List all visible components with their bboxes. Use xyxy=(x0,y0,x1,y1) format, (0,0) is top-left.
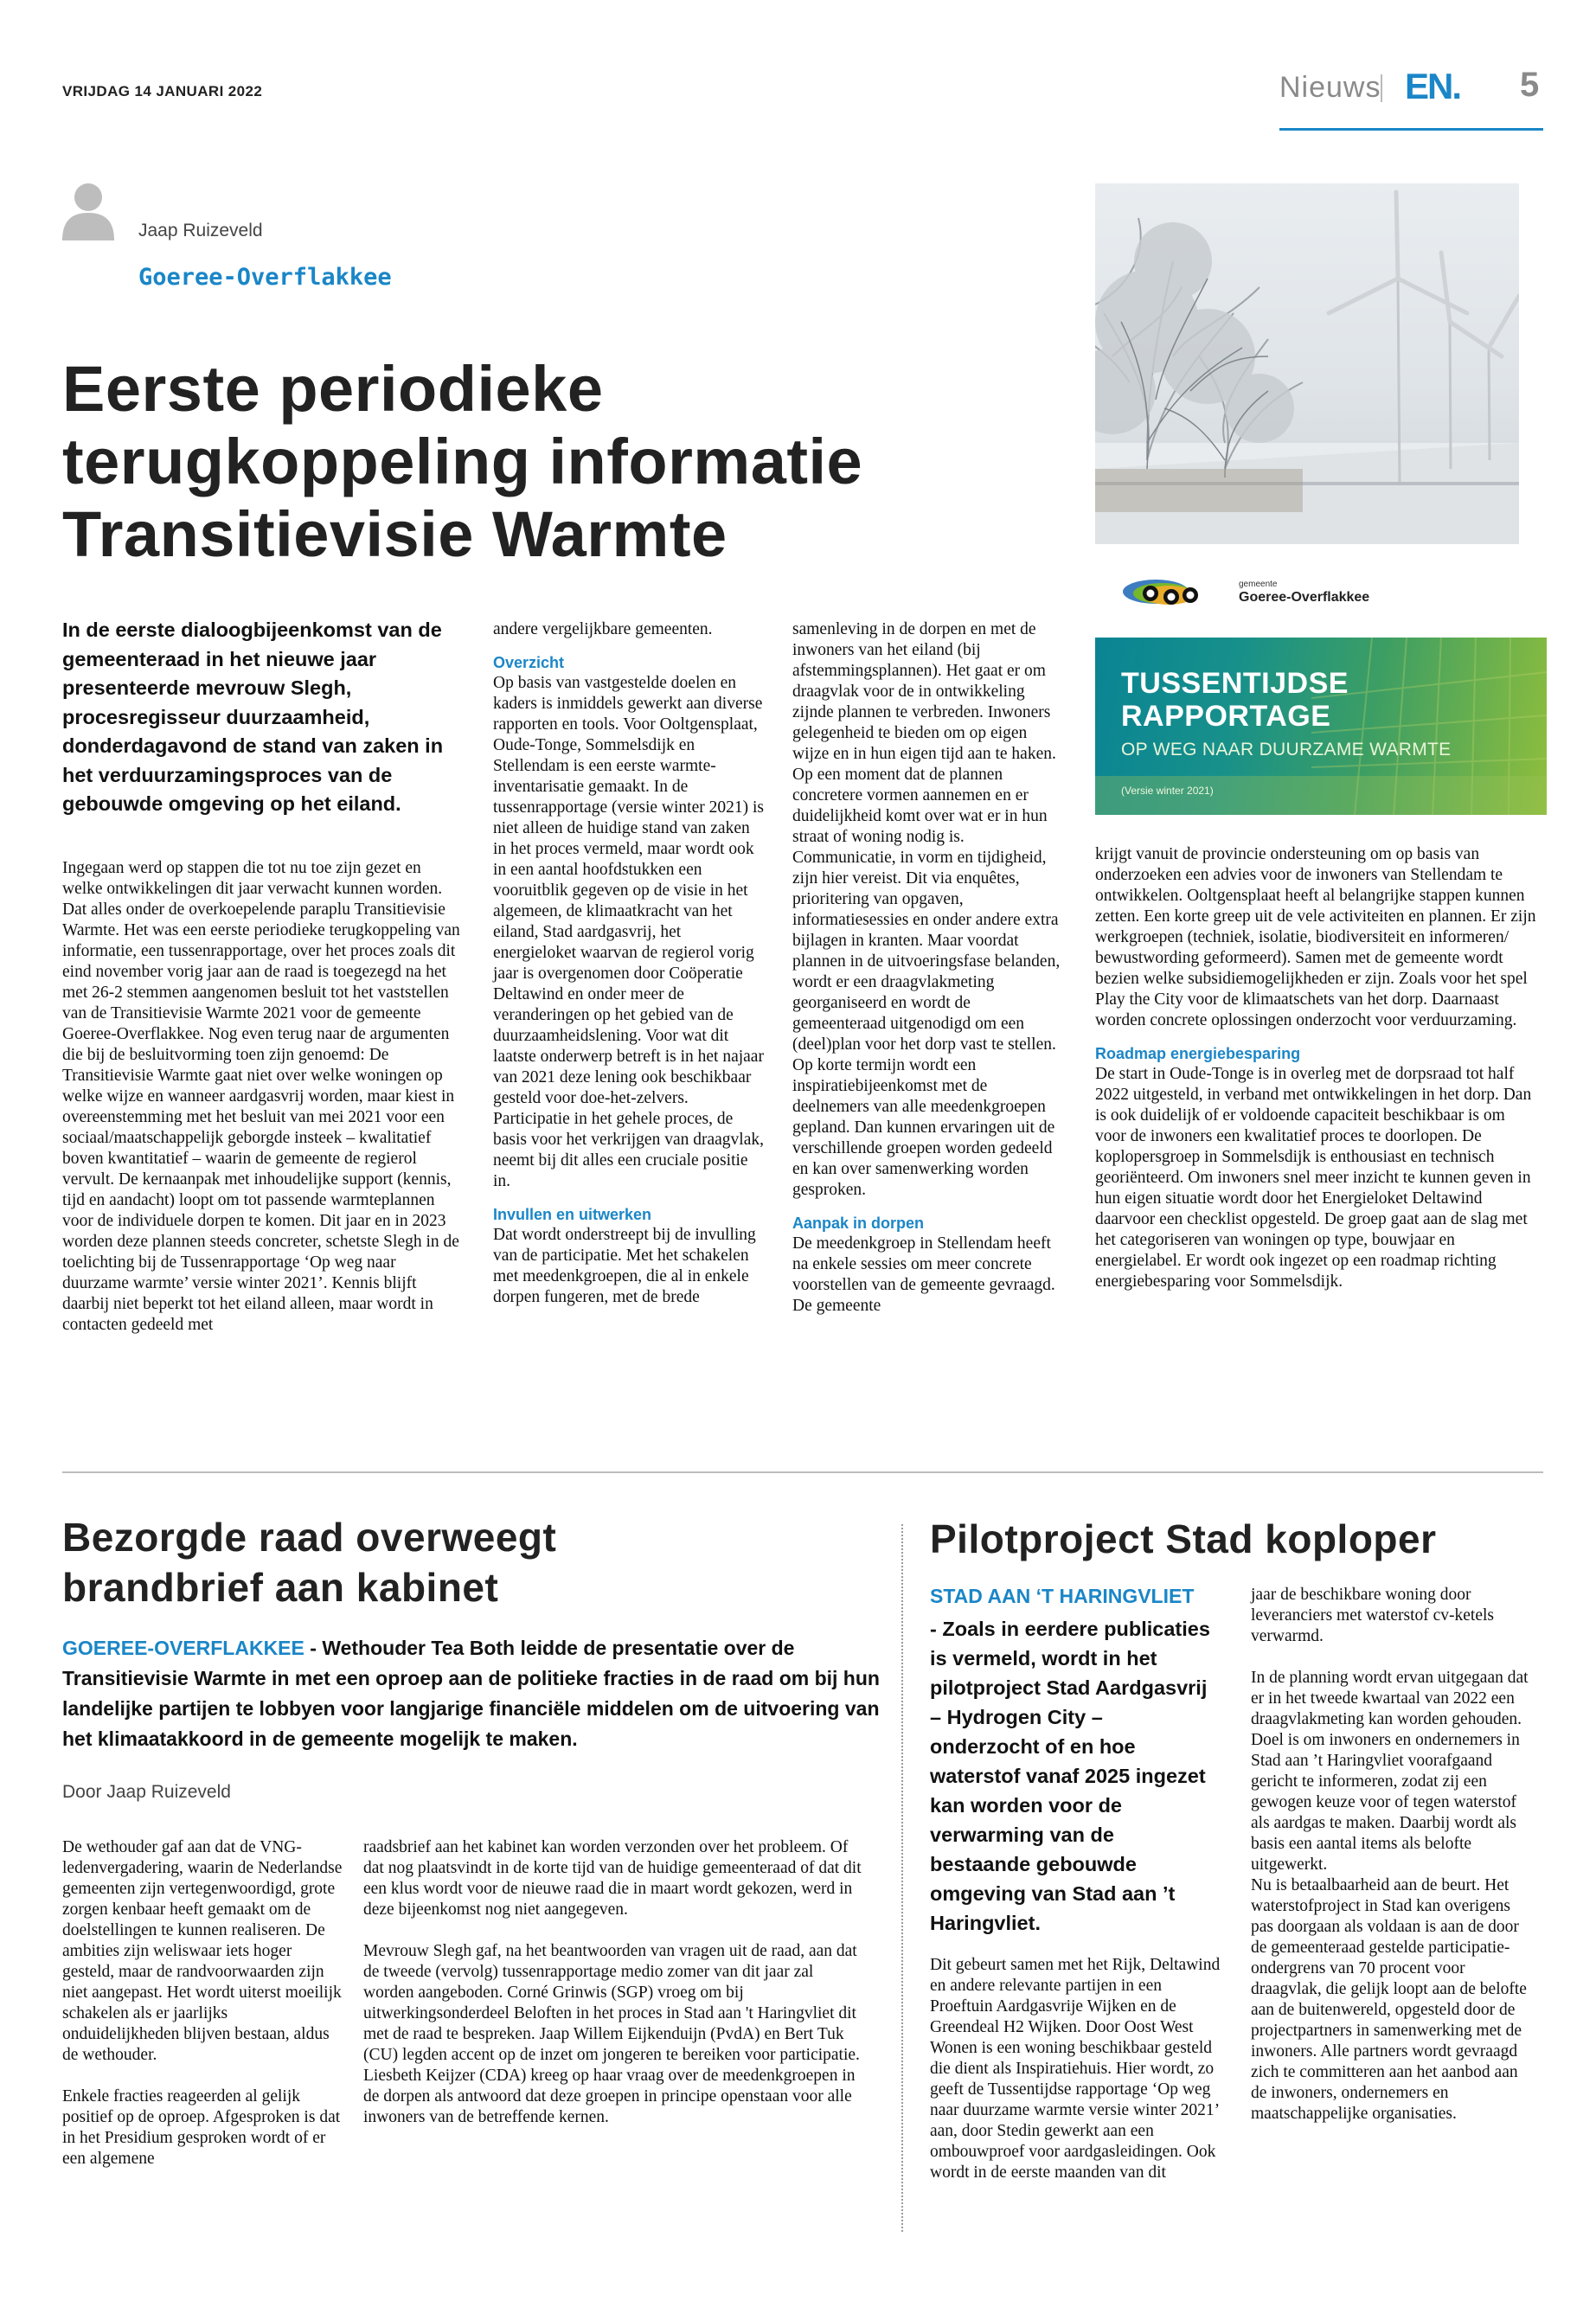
article-region: Goeree-Overflakkee xyxy=(138,264,392,291)
article-column-1 xyxy=(62,858,465,1336)
body-paragraph: jaar de beschikbare woning door leveranciers met waterstof cv-ketels verwarmd. xyxy=(1251,1586,1494,1645)
article-column-4 xyxy=(1095,844,1536,1292)
subheading-overzicht: Overzicht xyxy=(493,654,565,671)
newspaper-logo[interactable]: EN. xyxy=(1405,66,1461,106)
article2-lead-text: - Wethouder Tea Both leidde de presentatie over de Transitievisie Warmte in met een oproep aan de politieke fracties in de raad om bij hun landelijke partijen te lobbyen voor langjarige financiële middelen om de uitvoering van het klimaatakkoord in de gemeente mogelijk te maken. xyxy=(62,1637,880,1750)
article2-dateline: GOEREE-OVERFLAKKEE xyxy=(62,1637,304,1659)
header-rule xyxy=(1279,128,1543,131)
body-paragraph: De start in Oude-Tonge is in overleg met de dorpsraad tot half 2022 uitgesteld, in verband met ontwikkelingen in het dorp. Dan is ook duidelijk of er voldoende capaciteit beschikbaar is om voor de inwoners een kwalitatief proces te doorlopen. De koplopersgroep in Sommelsdijk is enthousiast en technisch georiënteerd. Om inwoners snel meer inzicht te kunnen geven in hun eigen situatie wordt door het Energieloket Deltawind daarvoor een checklist opgesteld. De groep gaat aan de slag met het categoriseren van woningen op type, bouwjaar en energielabel. Er wordt ook ingezet op een roadmap richting energiebesparing voor Sommelsdijk. xyxy=(1095,1065,1532,1291)
article2-column-1 xyxy=(62,1837,348,2170)
column-divider-dotted xyxy=(901,1524,903,2232)
section-label[interactable]: Nieuws xyxy=(1279,71,1381,104)
article2-byline: Door Jaap Ruizeveld xyxy=(62,1782,231,1802)
body-paragraph: In de planning wordt ervan uitgegaan dat er in het tweede kwartaal van 2022 een draagvlakmeting kan worden gehouden. Doel is om inwoners en ondernemers in Stad aan ’t Haringvliet voorafgaand gericht te informeren, zodat zij een gewogen keuze voor of tegen waterstof als aardgas te maken. Daarbij wordt als basis een aantal items als belofte uitgewerkt. xyxy=(1251,1669,1529,1874)
body-paragraph: Dit gebeurt samen met het Rijk, Deltawind en andere relevante partijen in een Proeftuin Aardgasvrije Wijken en de Greendeal H2 Wijken. Door Oost West Wonen is een woning beschikbaar gesteld die dient als Inspiratiehuis. Hier wordt, zo geeft de Tussentijdse rapportage ‘Op weg naar duurzame warmte versie winter 2021’ aan, door Stedin gewerkt aan een ombouwproef voor aardgasleidingen. Ook wordt in de eerste maanden van dit xyxy=(930,1956,1221,2182)
body-paragraph: Op basis van vastgestelde doelen en kaders is inmiddels gewerkt aan diverse rapporten en tools. Voor Ooltgensplaat, Oude-Tonge, Sommelsdijk en Stellendam is een eerste warmte-inventarisatie gemaakt. In de tussenrapportage (versie winter 2021) is niet alleen de huidige stand van zaken in het proces vermeld, maar wordt ook in een aantal hoofdstukken een vooruitblik gegeven op de visie in het algemeen, de klimaatkracht van het eiland, Stad aardgasvrij, het energieloket waarvan de regierol vorig jaar is overgenomen door Coöperatie Deltawind en onder meer de veranderingen op het gebied van de duurzaamheidslening. Voor wat dit laatste onderwerp betreft is in het najaar van 2021 deze lening ook beschikbaar gesteld voor doe-het-zelvers. Participatie in het gehele proces, de basis voor het verkrijgen van draagvlak, neemt bij dit alles een cruciale positie in. xyxy=(493,674,764,1190)
body-paragraph: samenleving in de dorpen en met de inwoners van het eiland (bij afstemmingsplannen). Het gaat er om draagvlak voor de in ontwikkeling zijnde plannen te verbreden. Inwoners gelegenheid te bieden om op eigen wijze en in hun eigen tijd aan te haken. Op een moment dat de plannen concretere vormen aannemen en er duidelijkheid komt over wat er in hun straat of woning nodig is. Communicatie, in vorm en tijdigheid, zijn hier vereist. Dit via enquêtes, prioritering van opgaven, informatiesessies en onder andere extra bijlagen in kranten. Maar voordat plannen in de uitvoeringsfase belanden, wordt er een draagvlakmeting georganiseerd en wordt de gemeenteraad uitgenodigd om een (deel)plan voor het dorp vast te stellen. Op korte termijn wordt een inspiratiebijeenkomst met de deelnemers van alle meedenkgroepen gepland. Dan kunnen ervaringen uit de verschillende groepen worden gedeeld en kan over samenwerking worden gesproken. xyxy=(792,620,1061,1199)
body-paragraph: De meedenkgroep in Stellendam heeft na enkele sessies om meer concrete voorstellen van de gemeente gevraagd. De gemeente xyxy=(792,1234,1055,1315)
section-divider xyxy=(62,1471,1543,1473)
gemeente-small-label: gemeente xyxy=(1239,580,1278,589)
banner-title-line1: TUSSENTIJDSE xyxy=(1121,667,1349,700)
body-paragraph: raadsbrief aan het kabinet kan worden verzonden over het probleem. Of dat nog plaatsvindt in de korte tijd van de huidige gemeenteraad of dat dit een klus wordt voor de nieuwe raad die in maart wordt gekozen, werd in deze bijeenkomst nog niet aangegeven. xyxy=(363,1838,862,1919)
body-paragraph: Dat wordt onderstreept bij de invulling van de participatie. Met het schakelen met meedenkgroepen, die al in enkele dorpen fungeren, met de brede xyxy=(493,1226,756,1306)
article-column-2 xyxy=(493,619,766,1308)
article3-column-2 xyxy=(1251,1585,1536,2125)
article2-column-2 xyxy=(363,1837,865,2128)
body-paragraph: Ingegaan werd op stappen die tot nu toe zijn gezet en welke ontwikkelingen dit jaar verwacht kunnen worden. Dat alles onder de overkoepelende paraplu Transitievisie Warmte. Het was een eerste periodieke terugkoppeling van informatie, een tussenrapportage, over het proces zoals dit eind november vorig jaar aan de raad is toegezegd na het met 26-2 stemmen aangenomen besluit tot het vaststellen van de Transitievisie Warmte 2021 voor de gemeente Goeree-Overflakkee. Nog even terug naar de argumenten die bij de besluitvorming toen zijn genoemd: De Transitievisie Warmte gaat niet over welke woningen op welke wijze en wanneer aardgasvrij worden, maar kiest in overeenstemming met het besluit van mei 2021 voor een sociaal/maatschappelijk geborgde insteek – kwalitatief boven kwantitatief – waarin de gemeente de regierol vervult. De kernaanpak met inhoudelijke support (kennis, tijd en aandacht) loopt om tot passende warmteplannen voor de individuele dorpen te komen. Dit jaar en in 2023 worden deze plannen steeds concreter, schetste Slegh in de toelichting bij de Tussenrapportage ‘Op weg naar duurzame warmte’ versie winter 2021’. Kennis blijft daarbij niet beperkt tot het eiland alleen, maar wordt in contacten gedeeld met xyxy=(62,859,460,1334)
article3-dateline: STAD AAN ‘T HARINGVLIET xyxy=(930,1585,1195,1607)
gemeente-name: Goeree-Overflakkee xyxy=(1239,590,1370,605)
gemeente-logo[interactable] xyxy=(1121,573,1415,616)
article2-lead xyxy=(62,1633,893,1754)
banner-version: (Versie winter 2021) xyxy=(1121,785,1214,797)
issue-date: VRIJDAG 14 JANUARI 2022 xyxy=(62,83,263,99)
header-divider xyxy=(1381,74,1382,102)
banner-title-line2: RAPPORTAGE xyxy=(1121,700,1331,733)
subheading-aanpak: Aanpak in dorpen xyxy=(792,1215,925,1232)
headline-line: Eerste periodieke xyxy=(62,353,604,425)
body-paragraph: krijgt vanuit de provincie ondersteuning om op basis van onderzoeken een advies voor de inwoners van Stellendam te ontwikkelen. Ooltgensplaat heeft al belangrijke stappen kunnen zetten. Een korte greep uit de vele activiteiten en plannen. Er zijn werkgroepen (techniek, isolatie, biodiversiteit en informeren/ bewustwording geformeerd). Samen met de gemeente wordt bezien welke subsidiemogelijkheden er zijn. Zoals voor het spel Play the City voor de klimaatschets van het dorp. Daarnaast worden concrete oplossingen onderzocht voor verduurzaming. xyxy=(1095,845,1536,1029)
gemeente-logo-icon xyxy=(1121,573,1216,616)
article-headline xyxy=(62,353,1057,571)
page-number: 5 xyxy=(1520,66,1540,104)
body-paragraph: andere vergelijkbare gemeenten. xyxy=(493,620,713,638)
article-author: Jaap Ruizeveld xyxy=(138,221,263,240)
body-paragraph: Mevrouw Slegh gaf, na het beantwoorden van vragen uit de raad, aan dat de tweede (vervolg) tussenrapportage medio zomer van dit jaar zal worden aangeboden. Corné Grinwis (SGP) vroeg om bij uitwerkingsonderdeel Beloften in het proces in Stad aan 't Haringvliet dit met de raad te bespreken. Jaap Willem Eijkenduijn (PvdA) en Bert Tuk (CU) legden accent op de inzet om jongeren te bereiken voor participatie. Liesbeth Keijzer (CDA) kreeg op haar vraag over de meedenkgroepen in de dorpen als antwoord dat deze groepen in principe openstaan voor alle inwoners van de betreffende kernen. xyxy=(363,1942,860,2126)
article3-headline: Pilotproject Stad koploper xyxy=(930,1516,1437,1561)
article3-column-1 xyxy=(930,1955,1228,2183)
subheading-invullen: Invullen en uitwerken xyxy=(493,1206,652,1223)
article-lead: In de eerste dialoogbijeenkomst van de gemeenteraad in het nieuwe jaar presenteerde mevrouw Slegh, procesregisseur duurzaamheid, donderdagavond de stand van zaken in het verduurzamingsproces van de gebouwde omgeving op het eiland. xyxy=(62,619,444,815)
headline-line: Bezorgde raad overweegt xyxy=(62,1515,557,1560)
headline-line: brandbrief aan kabinet xyxy=(62,1565,499,1610)
article-column-3 xyxy=(792,619,1067,1317)
report-banner xyxy=(1095,638,1547,815)
body-paragraph: Enkele fracties reageerden al gelijk positief op de oproep. Afgesproken is dat in het Presidium gesproken wordt of er een algemene xyxy=(62,2087,341,2168)
article2-headline xyxy=(62,1512,893,1612)
wind-turbine-photo xyxy=(1095,183,1519,544)
headline-line: Transitievisie Warmte xyxy=(62,498,727,570)
headline-line: terugkoppeling informatie xyxy=(62,426,863,497)
author-avatar-icon xyxy=(62,182,114,240)
banner-subtitle: OP WEG NAAR DUURZAME WARMTE xyxy=(1121,740,1452,760)
subheading-roadmap: Roadmap energiebesparing xyxy=(1095,1045,1301,1062)
article3-lead: - Zoals in eerdere publicaties is vermeld, wordt in het pilotproject Stad Aardgasvrij – Hydrogen City – onderzocht of en hoe waterstof vanaf 2025 ingezet kan worden voor de verwarming van de bestaande gebouwde omgeving van Stad aan ’t Haringvliet. xyxy=(930,1618,1210,1934)
body-paragraph: Nu is betaalbaarheid aan de beurt. Het waterstofproject in Stad kan overigens pas doorgaan als voldaan is aan de door de gemeenteraad gestelde participatie-ondergrens van 70 procent voor draagvlak, die gelijk loopt aan de belofte aan de buitenwereld, opgesteld door de projectpartners in samenwerking met de inwoners. Alle partners wordt gevraagd zich te committeren aan het aanbod aan de inwoners, ondernemers en maatschappelijke organisaties. xyxy=(1251,1876,1527,2123)
body-paragraph: De wethouder gaf aan dat de VNG-ledenvergadering, waarin de Nederlandse gemeenten zijn vertegenwoordigd, grote zorgen kenbaar heeft gemaakt om de doelstellingen te kunnen realiseren. De ambities zijn weliswaar iets hoger gesteld, maar de randvoorwaarden zijn niet aangepast. Het wordt uiterst moeilijk schakelen als er jaarlijks onduidelijkheden blijven bestaan, aldus de wethouder. xyxy=(62,1838,343,2064)
